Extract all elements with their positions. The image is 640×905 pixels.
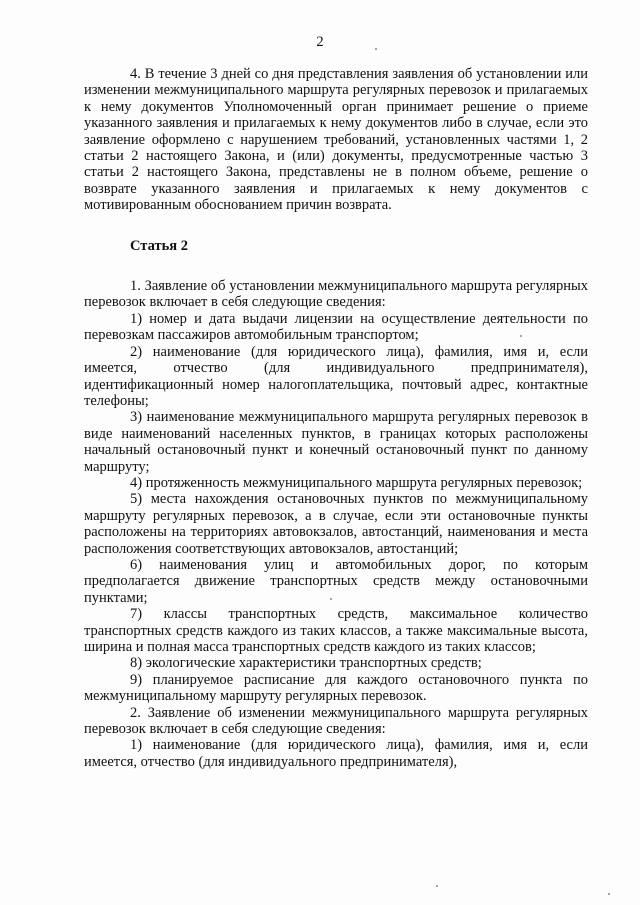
clause-4-paragraph: 4. В течение 3 дней со дня представления заявления об установлении или изменении межмуниципального маршрута регулярных перевозок и прилагаемых к нему документов Уполномоченный орган принимает решение о приеме указанного заявления и прилагаемых к нему документов либо в случае, если это заявление оформлено с нарушением требований, установленных частями 1, 2 статьи 2 настоящего Закона, и (или) документы, предусмотренные частью 3 статьи 2 настоящего Закона, представлены не в полном объеме, решение о возврате указанного заявления и прилагаемых к нему документов с мотивированным обоснованием причин возврата. — [84, 66, 588, 214]
part-1-item-1: 1) номер и дата выдачи лицензии на осуществление деятельности по перевозкам пассажиров автомобильным транспортом; — [84, 310, 588, 344]
scan-speck — [436, 885, 438, 887]
article-heading: Статья 2 — [130, 237, 188, 254]
scan-speck — [520, 335, 522, 337]
scan-speck — [330, 598, 332, 600]
scan-speck — [375, 48, 377, 50]
part-1-item-8: 8) экологические характеристики транспортных средств; — [130, 655, 482, 672]
scan-speck — [608, 893, 610, 895]
part-2-item-1: 1) наименование (для юридического лица), фамилия, имя и, если имеется, отчество (для индивидуального предпринимателя), — [84, 737, 588, 770]
page-number: 2 — [316, 34, 324, 50]
part-2-intro: 2. Заявление об изменении межмуниципального маршрута регулярных перевозок включает в себя следующие сведения: — [84, 704, 588, 738]
part-1-intro: 1. Заявление об установлении межмуниципального маршрута регулярных перевозок включает в себя следующие сведения: — [84, 278, 588, 311]
document-body — [84, 66, 588, 770]
part-1-item-7: 7) классы транспортных средств, максимальное количество транспортных средств каждого из таких классов, а также максимальные высота, ширина и полная масса транспортных средств каждого из таких классов; — [84, 606, 588, 655]
part-1-item-2: 2) наименование (для юридического лица), фамилия, имя и, если имеется, отчество (для индивидуального предпринимателя), идентификационный номер налогоплательщика, почтовый адрес, контактные телефоны; — [84, 343, 588, 409]
part-1-item-4: 4) протяженность межмуниципального маршрута регулярных перевозок; — [130, 474, 583, 491]
part-1-item-5: 5) места нахождения остановочных пунктов по межмуниципальному маршруту регулярных перевозок, а в случае, если эти остановочные пункты расположены на территориях автовокзалов, автостанций, наименования и места расположения соответствующих автовокзалов, автостанций; — [84, 491, 588, 557]
part-1-item-6: 6) наименования улиц и автомобильных дорог, по которым предполагается движение транспортных средств между остановочными пунктами; — [84, 556, 588, 606]
part-1-item-9: 9) планируемое расписание для каждого остановочного пункта по межмуниципальному маршруту регулярных перевозок. — [84, 671, 588, 705]
part-1-item-3: 3) наименование межмуниципального маршрута регулярных перевозок в виде наименований населенных пунктов, в границах которых расположены начальный остановочный пункт и конечный остановочный пункт по данному маршруту; — [84, 409, 588, 475]
